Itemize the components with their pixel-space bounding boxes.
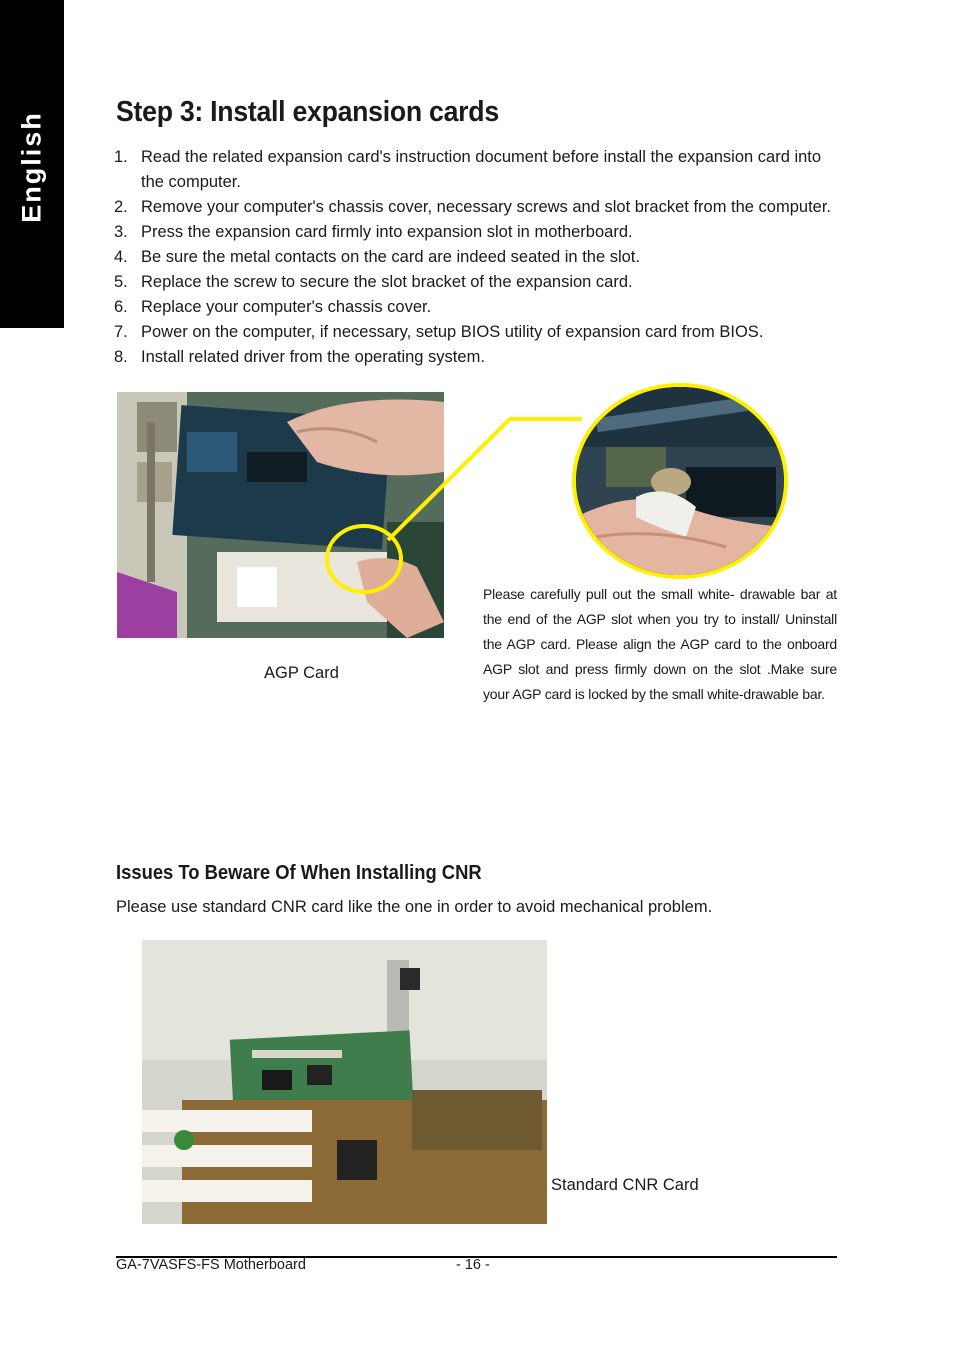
page-title: Step 3: Install expansion cards (116, 96, 499, 128)
agp-card-caption: AGP Card (264, 664, 339, 682)
list-item: 1. Read the related expansion card's instruction document before install the expansion card into the computer. (114, 148, 822, 191)
list-item: 5. Replace the screw to secure the slot bracket of the expansion card. (114, 273, 633, 291)
list-item: 6. Replace your computer's chassis cover. (114, 298, 432, 316)
list-item: 7. Power on the computer, if necessary, setup BIOS utility of expansion card from BIOS. (114, 323, 764, 341)
list-item: 3. Press the expansion card firmly into expansion slot in motherboard. (114, 223, 633, 241)
list-item: 2. Remove your computer's chassis cover, necessary screws and slot bracket from the computer. (114, 198, 832, 216)
cnr-card-caption: Standard CNR Card (551, 1176, 699, 1194)
footer-product-name: GA-7VASFS-FS Motherboard (116, 1257, 306, 1273)
cnr-card-photo (142, 940, 547, 1224)
list-item: 8. Install related driver from the operating system. (114, 348, 485, 366)
footer-page-number: - 16 - (456, 1257, 490, 1273)
cnr-heading: Issues To Beware Of When Installing CNR (116, 862, 482, 884)
agp-note: Please carefully pull out the small white- drawable bar at the end of the AGP slot when you try to install/ Uninstall the AGP card. Please align the AGP card to the onboard AGP slot and press firmly down on the slot .Make sure your AGP card is locked by the small white-drawable bar. (483, 586, 837, 702)
cnr-description: Please use standard CNR card like the one in order to avoid mechanical problem. (116, 898, 713, 916)
side-tab-label: English (16, 111, 47, 223)
agp-slot-zoom-photo (572, 383, 788, 579)
list-item: 4. Be sure the metal contacts on the card are indeed seated in the slot. (114, 248, 640, 266)
